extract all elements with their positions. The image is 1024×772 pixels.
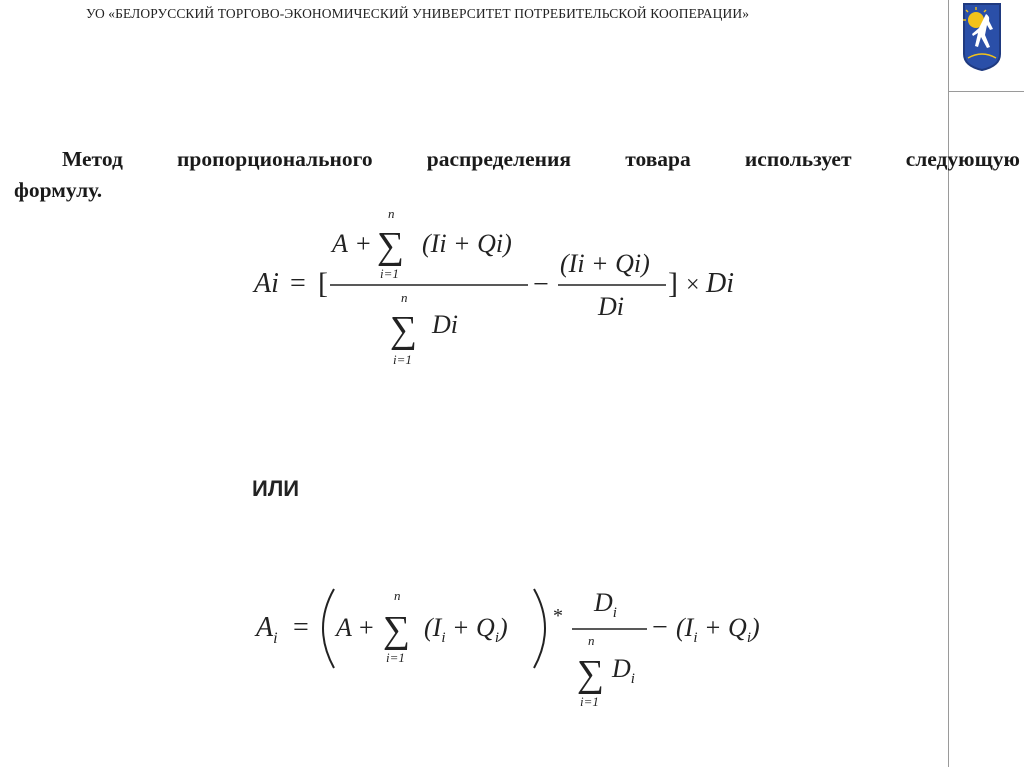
f1-frac2-den: Di bbox=[598, 292, 624, 321]
f1-times: × bbox=[686, 272, 700, 298]
f1-den-sum-sign: ∑ bbox=[390, 309, 418, 351]
f2-den-upper: n bbox=[588, 633, 595, 648]
f2-frac-num: $D_i$ bbox=[594, 588, 617, 621]
f2-tail: $(I_i + Q_i)$ bbox=[676, 613, 760, 646]
f2-left-paren bbox=[323, 589, 334, 668]
f1-frac2-num: (Ii + Qi) bbox=[560, 249, 650, 278]
f1-sum-lower: i=1 bbox=[380, 266, 399, 281]
f1-tail: Di bbox=[706, 268, 734, 299]
f2-eq: = bbox=[293, 612, 309, 643]
f2-sum-upper: n bbox=[394, 588, 401, 603]
f1-den-term: Di bbox=[432, 310, 458, 339]
f1-num-a: A bbox=[332, 229, 348, 258]
f1-eq: = bbox=[290, 268, 306, 299]
f1-sum-sign: ∑ bbox=[377, 225, 405, 267]
intro-word: распределения bbox=[426, 147, 572, 171]
f2-sum-sign: ∑ bbox=[383, 609, 411, 651]
f1-lhs: Ai bbox=[254, 268, 279, 299]
university-header: УО «БЕЛОРУССКИЙ ТОРГОВО-ЭКОНОМИЧЕСКИЙ УНИВЕРСИТЕТ ПОТРЕБИТЕЛЬСКОЙ КООПЕРАЦИИ» bbox=[86, 6, 750, 21]
intro-line-2: формулу. bbox=[14, 178, 103, 202]
f1-den-lower: i=1 bbox=[393, 352, 412, 367]
f1-open-bracket: [ bbox=[318, 267, 328, 300]
f2-lhs: $A_i$ bbox=[256, 612, 278, 647]
intro-word: использует bbox=[744, 147, 852, 171]
f1-minus: − bbox=[533, 269, 549, 300]
f1-sum-upper: n bbox=[388, 206, 395, 221]
f2-den-sum-sign: ∑ bbox=[577, 653, 605, 695]
f2-den-lower: i=1 bbox=[580, 694, 599, 709]
f2-plus: + bbox=[359, 613, 374, 642]
f2-a: A bbox=[336, 613, 352, 642]
intro-word: товара bbox=[625, 147, 691, 171]
intro-word: Метод bbox=[62, 147, 123, 171]
intro-word: пропорционального bbox=[177, 147, 373, 171]
f2-sum-lower: i=1 bbox=[386, 650, 405, 665]
f1-num-term: (Ii + Qi) bbox=[422, 229, 512, 258]
or-separator: ИЛИ bbox=[252, 476, 300, 501]
f1-den-upper: n bbox=[401, 290, 408, 305]
intro-word: следующую bbox=[905, 147, 1020, 171]
f1-close-bracket: ] bbox=[668, 267, 678, 300]
f2-right-paren bbox=[534, 589, 545, 668]
f2-star: * bbox=[553, 605, 563, 627]
f2-minus: − bbox=[652, 612, 668, 643]
f2-den-term: $D_i$ bbox=[612, 654, 635, 687]
f2-term: $(I_i + Q_i)$ bbox=[424, 613, 508, 646]
f1-num-plus: + bbox=[356, 229, 371, 258]
